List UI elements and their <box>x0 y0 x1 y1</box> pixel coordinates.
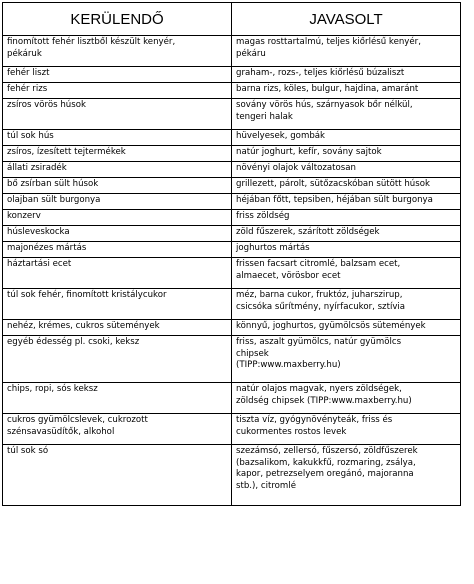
table-row <box>3 383 461 414</box>
avoid-cell: túl sok fehér, finomított kristálycukor <box>3 289 232 320</box>
table-row <box>3 162 461 178</box>
avoid-cell: majonézes mártás <box>3 242 232 258</box>
table-row <box>3 194 461 210</box>
suggested-cell: frissen facsart citromlé, balzsam ecet, almaecet, vörösbor ecet <box>232 258 461 289</box>
table-row <box>3 130 461 146</box>
table-row <box>3 36 461 67</box>
suggested-cell: natúr joghurt, kefír, sovány sajtok <box>232 146 461 162</box>
suggested-cell: friss, aszalt gyümölcs, natúr gyümölcs chipsek (TIPP:www.maxberry.hu) <box>232 336 461 383</box>
table-row <box>3 336 461 383</box>
suggested-cell: grillezett, párolt, sütőzacskóban sütött húsok <box>232 178 461 194</box>
header-row <box>3 3 461 36</box>
food-comparison-table <box>2 2 461 506</box>
table-row <box>3 258 461 289</box>
header-suggested: JAVASOLT <box>232 3 461 36</box>
table-row <box>3 178 461 194</box>
suggested-cell: könnyű, joghurtos, gyümölcsös sütemények <box>232 320 461 336</box>
avoid-cell: háztartási ecet <box>3 258 232 289</box>
table-row <box>3 99 461 130</box>
table-row <box>3 445 461 506</box>
suggested-cell: héjában főtt, tepsiben, héjában sült burgonya <box>232 194 461 210</box>
suggested-cell: friss zöldség <box>232 210 461 226</box>
avoid-cell: túl sok hús <box>3 130 232 146</box>
suggested-cell: hüvelyesek, gombák <box>232 130 461 146</box>
table-row <box>3 146 461 162</box>
avoid-cell: bő zsírban sült húsok <box>3 178 232 194</box>
suggested-cell: tiszta víz, gyógynövényteák, friss és cukormentes rostos levek <box>232 414 461 445</box>
suggested-cell: magas rosttartalmú, teljes kiőrlésű kenyér, pékáru <box>232 36 461 67</box>
avoid-cell: nehéz, krémes, cukros sütemények <box>3 320 232 336</box>
avoid-cell: zsíros, ízesített tejtermékek <box>3 146 232 162</box>
avoid-cell: konzerv <box>3 210 232 226</box>
table-row <box>3 320 461 336</box>
suggested-cell: növényi olajok változatosan <box>232 162 461 178</box>
suggested-cell: méz, barna cukor, fruktóz, juharszirup, csicsóka sűrítmény, nyírfacukor, sztívia <box>232 289 461 320</box>
header-avoid: KERÜLENDŐ <box>3 3 232 36</box>
avoid-cell: húsleveskocka <box>3 226 232 242</box>
suggested-cell: szezámsó, zellersó, fűszersó, zöldfűszerek (bazsalikom, kakukkfű, rozmaring, zsálya, kapor, petrezselyem oregánó, majoranna stb.), citromlé <box>232 445 461 506</box>
suggested-cell: sovány vörös hús, szárnyasok bőr nélkül, tengeri halak <box>232 99 461 130</box>
avoid-cell: zsíros vörös húsok <box>3 99 232 130</box>
avoid-cell: túl sok só <box>3 445 232 506</box>
avoid-cell: állati zsiradék <box>3 162 232 178</box>
table-row <box>3 83 461 99</box>
table-row <box>3 414 461 445</box>
avoid-cell: egyéb édesség pl. csoki, keksz <box>3 336 232 383</box>
avoid-cell: fehér liszt <box>3 67 232 83</box>
avoid-cell: olajban sült burgonya <box>3 194 232 210</box>
suggested-cell: zöld fűszerek, szárított zöldségek <box>232 226 461 242</box>
avoid-cell: chips, ropi, sós keksz <box>3 383 232 414</box>
avoid-cell: fehér rizs <box>3 83 232 99</box>
table-row <box>3 210 461 226</box>
avoid-cell: finomított fehér lisztből készült kenyér, pékáruk <box>3 36 232 67</box>
table-row <box>3 242 461 258</box>
food-comparison-table-wrapper <box>2 2 460 506</box>
table-row <box>3 289 461 320</box>
table-body <box>3 36 461 506</box>
suggested-cell: joghurtos mártás <box>232 242 461 258</box>
suggested-cell: barna rizs, köles, bulgur, hajdina, amaránt <box>232 83 461 99</box>
table-row <box>3 226 461 242</box>
avoid-cell: cukros gyümölcslevek, cukrozott szénsavasüdítők, alkohol <box>3 414 232 445</box>
suggested-cell: natúr olajos magvak, nyers zöldségek, zöldség chipsek (TIPP:www.maxberry.hu) <box>232 383 461 414</box>
table-row <box>3 67 461 83</box>
suggested-cell: graham-, rozs-, teljes kiőrlésű búzaliszt <box>232 67 461 83</box>
